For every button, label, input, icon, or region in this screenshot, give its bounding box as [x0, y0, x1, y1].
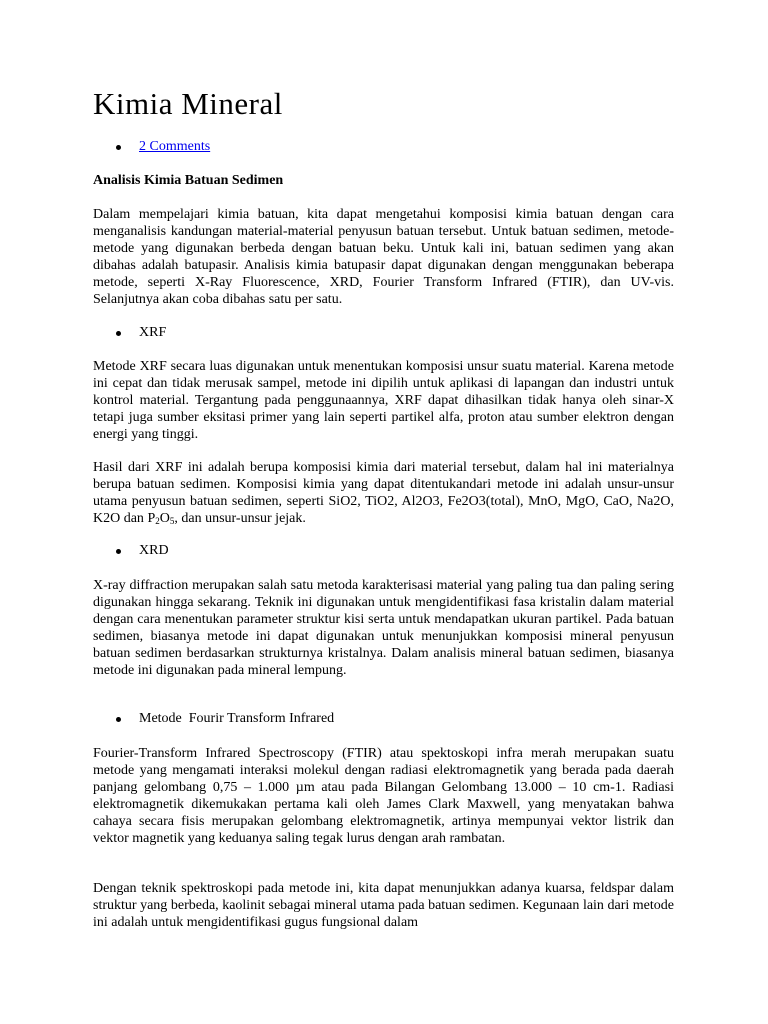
comments-link[interactable]: 2 Comments: [139, 139, 211, 154]
formula-sub-2: 2: [155, 516, 160, 526]
xrf-paragraph-2-end: , dan unsur-unsur jejak.: [174, 511, 306, 526]
ftir-paragraph-2: Dengan teknik spektroskopi pada metode ini, kita dapat menunjukkan adanya kuarsa, feldspar dalam struktur yang berbeda, kaolinit sebagai mineral utama pada batuan sedimen. Kegunaan lain dari metode ini adalah untuk mengidentifikasi gugus fungsional dalam: [93, 881, 674, 930]
xrf-paragraph-2-text: Hasil dari XRF ini adalah berupa komposisi kimia dari material tersebut, dalam hal ini materialnya berupa batuan sedimen. Komposisi kimia yang dapat ditentukandari metode ini adalah unsur-unsur utama penyusun batuan sedimen, seperti SiO2, TiO2, Al2O3, Fe2O3(total), MnO, MgO, CaO, Na2O, K2O dan: [93, 460, 674, 526]
section-heading: Analisis Kimia Batuan Sedimen: [93, 173, 284, 188]
ftir-paragraph-1: Fourier-Transform Infrared Spectroscopy (FTIR) atau spektoskopi infra merah merupakan suatu metode yang mengamati interaksi molekul dengan radiasi elektromagnetik yang berada pada daerah panjang gelombang 0,75 – 1.000 µm atau pada Bilangan Gelombang 13.000 – 10 cm-1. Radiasi elektromagnetik dikemukakan pertama kali oleh James Clark Maxwell, yang menyatakan bahwa cahaya secara fisis merupakan gelombang elektromagnetik, artinya mempunyai vektor listrik dan vektor magnetik yang keduanya saling tegak lurus dengan arah rambatan.: [93, 746, 674, 846]
formula-p: P: [147, 511, 156, 526]
bullet-icon: [116, 331, 121, 336]
list-item-label: Metode Fourir Transform Infrared: [139, 711, 335, 726]
bullet-icon: [116, 549, 121, 554]
bullet-icon: [116, 717, 121, 722]
formula-sub-5: 5: [169, 516, 175, 526]
intro-paragraph: Dalam mempelajari kimia batuan, kita dapat mengetahui komposisi kimia batuan dengan cara menganalisis kandungan material-material penyusun batuan tersebut. Untuk batuan sedimen, metode-metode yang digunakan berbeda dengan batuan beku. Untuk kali ini, batuan sedimen yang akan dibahas adalah batupasir. Analisis kimia batupasir dapat digunakan dengan menggunakan beberapa metode, seperti X-Ray Fluorescence, XRD, Fourier Transform Infrared (FTIR), dan UV-vis. Selanjutnya akan coba dibahas satu per satu.: [93, 207, 674, 307]
p2o5-formula: [147, 511, 174, 526]
bullet-icon: [116, 145, 121, 150]
list-item-label: XRF: [139, 325, 167, 340]
xrd-paragraph: X-ray diffraction merupakan salah satu metoda karakterisasi material yang paling tua dan paling sering digunakan hingga sekarang. Teknik ini digunakan untuk mengidentifikasi fasa kristalin dalam material dengan cara menentukan parameter struktur kisi serta untuk mendapatkan ukuran partikel. Pada batuan sedimen, biasanya metode ini dapat digunakan untuk menunjukkan komposisi mineral penyusun batuan sedimen berdasarkan strukturnya kristalnya. Dalam analisis mineral batuan sedimen, biasanya metode ini digunakan pada mineral lempung.: [93, 578, 674, 678]
formula-o: O: [159, 511, 170, 526]
xrf-paragraph-1: Metode XRF secara luas digunakan untuk menentukan komposisi unsur suatu material. Karena metode ini cepat dan tidak merusak sampel, metode ini dipilih untuk aplikasi di lapangan dan industri untuk kontrol material. Tergantung pada penggunaannya, XRF dapat dihasilkan tidak hanya oleh sinar-X tetapi juga sumber eksitasi primer yang lain seperti partikel alfa, proton atau sumber elektron dengan energi yang tinggi.: [93, 359, 674, 442]
page-title: Kimia Mineral: [93, 86, 283, 121]
xrf-paragraph-2: [93, 459, 674, 527]
list-item-label: XRD: [139, 543, 169, 558]
